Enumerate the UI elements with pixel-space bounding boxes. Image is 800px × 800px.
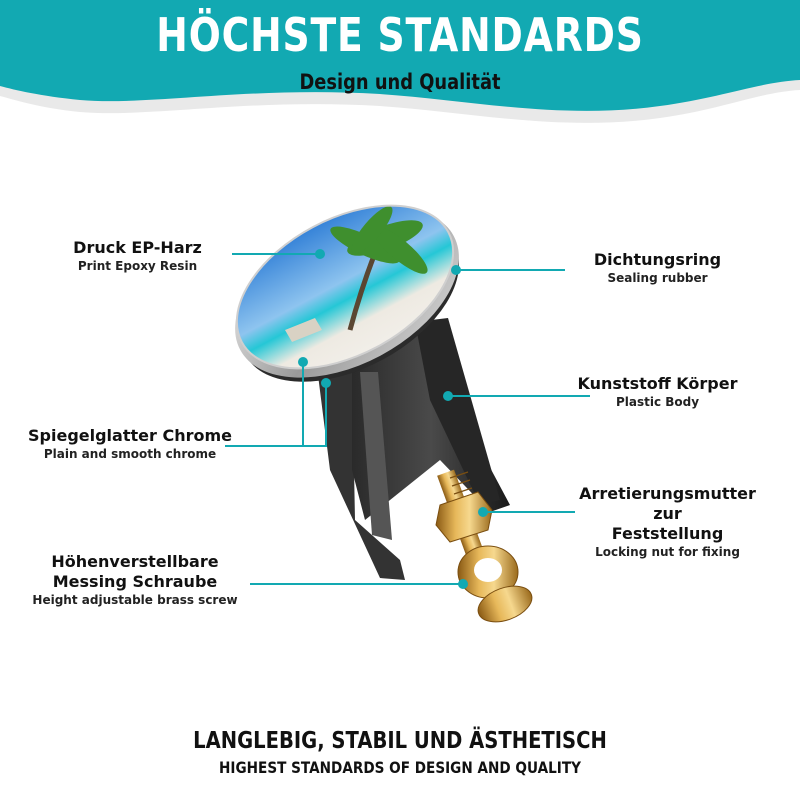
label-sealing-de: Dichtungsring (593, 250, 722, 269)
label-locking-nut (565, 484, 770, 560)
footer-subline: HIGHEST STANDARDS OF DESIGN AND QUALITY (219, 758, 581, 777)
label-chrome (25, 426, 235, 462)
label-body-de: Kunststoff Körper (577, 374, 738, 393)
label-nut-en: Locking nut for fixing (595, 545, 740, 559)
label-chrome-en: Plain and smooth chrome (43, 447, 217, 461)
marker-nut (478, 507, 488, 517)
label-brass-screw (25, 552, 245, 608)
label-nut-de2: Feststellung (611, 524, 724, 543)
page-title: HÖCHSTE STANDARDS (156, 8, 644, 62)
label-screw-en: Height adjustable brass screw (32, 593, 238, 607)
label-screw-de1: Höhenverstellbare (51, 552, 219, 571)
label-nut-de1: Arretierungsmutter zur (579, 484, 756, 523)
label-screw-de2: Messing Schraube (52, 572, 218, 591)
page-subtitle: Design und Qualität (299, 70, 501, 94)
label-print-en: Print Epoxy Resin (77, 259, 198, 273)
marker-chrome-1 (298, 357, 308, 367)
marker-print (315, 249, 325, 259)
label-body-en: Plastic Body (615, 395, 700, 409)
label-print-de: Druck EP-Harz (73, 238, 202, 257)
label-chrome-de: Spiegelglatter Chrome (28, 426, 232, 445)
marker-chrome-2 (321, 378, 331, 388)
marker-sealing (451, 265, 461, 275)
label-print-epoxy (55, 238, 220, 274)
label-plastic-body (570, 374, 745, 410)
marker-screw (458, 579, 468, 589)
footer-headline: LANGLEBIG, STABIL UND ÄSTHETISCH (193, 728, 607, 754)
label-sealing-en: Sealing rubber (607, 271, 708, 285)
marker-body (443, 391, 453, 401)
label-sealing (570, 250, 745, 286)
